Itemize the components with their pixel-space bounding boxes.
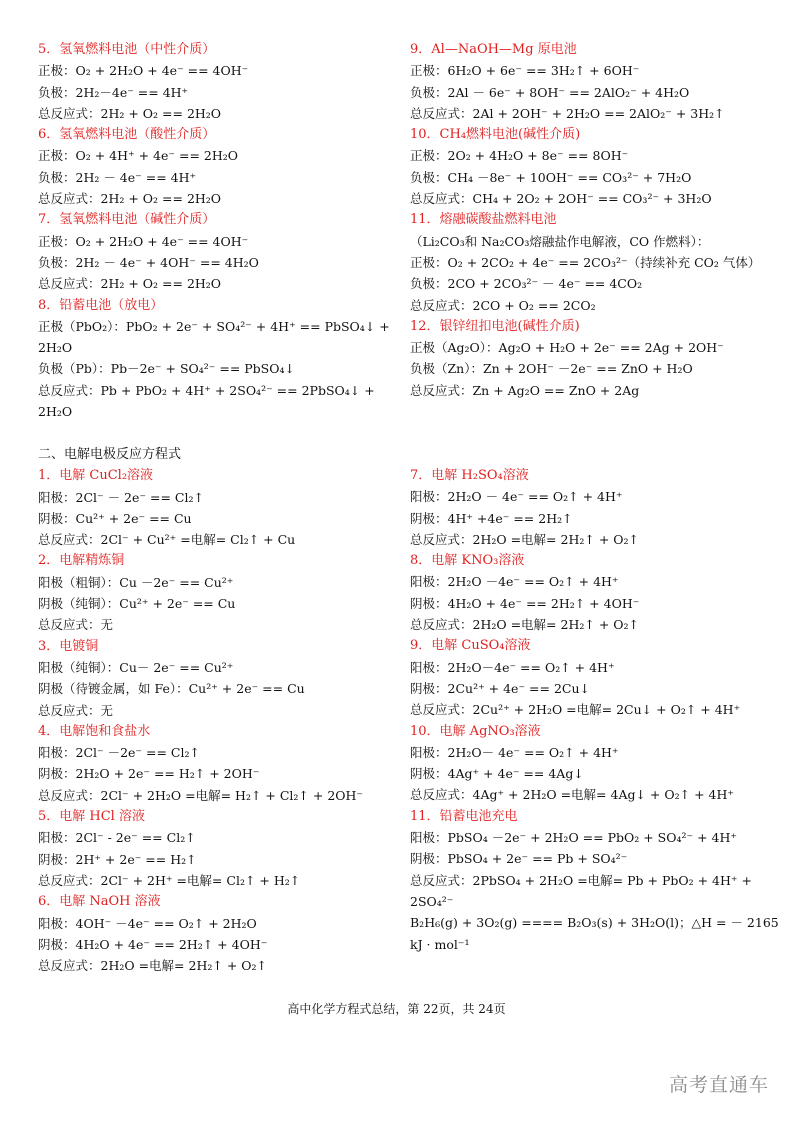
equation-line: 阳极：2Cl⁻ －2e⁻ == Cl₂↑ xyxy=(38,745,200,761)
equation-line: 负极：2CO + 2CO₃²⁻ － 4e⁻ == 4CO₂ xyxy=(410,276,643,292)
equation-line: 正极：6H₂O + 6e⁻ == 3H₂↑ + 6OH⁻ xyxy=(410,63,640,79)
equation-line: 阴极：2H₂O + 2e⁻ == H₂↑ + 2OH⁻ xyxy=(38,766,260,782)
equation-line: 阳极：PbSO₄ －2e⁻ + 2H₂O == PbO₂ + SO₄²⁻ + 4H⁺ xyxy=(410,830,737,846)
equation-line: 阳极：2H₂O－ 4e⁻ == O₂↑ + 4H⁺ xyxy=(410,744,619,760)
section-title: 8．电解 KNO₃溶液 xyxy=(410,553,525,569)
section-title: 11．熔融碳酸盐燃料电池 xyxy=(410,212,557,228)
section-title: 6．氢氧燃料电池（酸性介质） xyxy=(38,127,216,143)
equation-line: 阴极：4Ag⁺ + 4e⁻ == 4Ag↓ xyxy=(410,766,584,782)
equation-line: 正极：O₂ + 2H₂O + 4e⁻ == 4OH⁻ xyxy=(38,233,249,249)
equation-line: 总反应式：CH₄ + 2O₂ + 2OH⁻ == CO₃²⁻ + 3H₂O xyxy=(410,191,712,207)
equation-line: 阳极：2H₂O －4e⁻ == O₂↑ + 4H⁺ xyxy=(410,574,619,590)
right-column-electrolysis xyxy=(410,465,780,955)
equation-line: 总反应式：2H₂ + O₂ == 2H₂O xyxy=(38,105,222,121)
equation-line: 阴极：4H⁺ +4e⁻ == 2H₂↑ xyxy=(410,510,573,526)
equation-line: 总反应式：无 xyxy=(38,617,114,633)
equation-line: 总反应式：2Cu²⁺ + 2H₂O =电解= 2Cu↓ + O₂↑ + 4H⁺ xyxy=(410,702,741,718)
section-title: 1．电解 CuCl₂溶液 xyxy=(38,468,154,484)
equation-line: 阳极（粗铜）：Cu －2e⁻ == Cu²⁺ xyxy=(38,574,234,590)
equation-line: 正极（PbO₂）：PbO₂ + 2e⁻ + SO₄²⁻ + 4H⁺ == PbSO₄↓ + xyxy=(38,318,390,334)
section-title: 5．氢氧燃料电池（中性介质） xyxy=(38,42,216,57)
part-heading: 二、电解电极反应方程式 xyxy=(38,447,182,462)
watermark-text: 高考直通车 xyxy=(668,1074,769,1096)
equation-line: 总反应式：2Cl⁻ + Cu²⁺ =电解= Cl₂↑ + Cu xyxy=(38,532,296,548)
equation-line: 总反应式：2H₂O =电解= 2H₂↑ + O₂↑ xyxy=(410,617,639,633)
equation-line: 负极（Zn）：Zn + 2OH⁻ －2e⁻ == ZnO + H₂O xyxy=(410,361,693,377)
left-column-electrolysis xyxy=(38,444,408,976)
section-title: 3．电镀铜 xyxy=(38,638,99,654)
equation-line: 总反应式：2H₂O =电解= 2H₂↑ + O₂↑ xyxy=(38,958,267,974)
section-title: 10．CH₄燃料电池(碱性介质) xyxy=(410,127,581,143)
section-title: 12．银锌纽扣电池(碱性介质) xyxy=(410,318,580,334)
equation-line: 阳极：2Cl⁻ － 2e⁻ == Cl₂↑ xyxy=(38,489,204,505)
equation-line: 阴极：2H⁺ + 2e⁻ == H₂↑ xyxy=(38,851,197,867)
equation-line: 负极：2H₂－4e⁻ == 4H⁺ xyxy=(38,84,189,100)
equation-line: 总反应式：2H₂ + O₂ == 2H₂O xyxy=(38,276,222,292)
equation-line: 正极：O₂ + 4H⁺ + 4e⁻ == 2H₂O xyxy=(38,148,239,164)
equation-line: 阳极（纯铜）：Cu－ 2e⁻ == Cu²⁺ xyxy=(38,659,234,675)
equation-line: 总反应式：2PbSO₄ + 2H₂O =电解= Pb + PbO₂ + 4H⁺ + xyxy=(410,872,752,888)
equation-line: 阳极：2H₂O－4e⁻ == O₂↑ + 4H⁺ xyxy=(410,659,615,675)
equation-line: 总反应式：Zn + Ag₂O == ZnO + 2Ag xyxy=(410,382,640,398)
equation-line: 2SO₄²⁻ xyxy=(410,893,454,909)
equation-line: 阴极：4H₂O + 4e⁻ == 2H₂↑ + 4OH⁻ xyxy=(410,595,640,611)
equation-line: 总反应式：2CO + O₂ == 2CO₂ xyxy=(410,297,596,313)
equation-line: 负极（Pb）：Pb－2e⁻ + SO₄²⁻ == PbSO₄↓ xyxy=(38,361,295,377)
section-title: 9．电解 CuSO₄溶液 xyxy=(410,638,531,654)
section-title: 8．铅蓄电池（放电） xyxy=(38,297,164,313)
equation-line: 总反应式：Pb + PbO₂ + 4H⁺ + 2SO₄²⁻ == 2PbSO₄↓ + xyxy=(38,382,375,398)
equation-line: 阴极：PbSO₄ + 2e⁻ == Pb + SO₄²⁻ xyxy=(410,851,628,867)
equation-line: 负极：CH₄ －8e⁻ + 10OH⁻ == CO₃²⁻ + 7H₂O xyxy=(410,169,692,185)
equation-line: 总反应式：2Cl⁻ + 2H₂O =电解= H₂↑ + Cl₂↑ + 2OH⁻ xyxy=(38,787,364,803)
equation-line: 阴极：4H₂O + 4e⁻ == 2H₂↑ + 4OH⁻ xyxy=(38,936,268,952)
equation-line: 2H₂O xyxy=(38,404,73,420)
equation-line: 阴极：Cu²⁺ + 2e⁻ == Cu xyxy=(38,510,192,526)
equation-line: 2H₂O xyxy=(38,340,73,356)
equation-line: 总反应式：2H₂ + O₂ == 2H₂O xyxy=(38,191,222,207)
equation-line: 总反应式：2Cl⁻ + 2H⁺ =电解= Cl₂↑ + H₂↑ xyxy=(38,872,301,888)
equation-line: 阳极：2H₂O － 4e⁻ == O₂↑ + 4H⁺ xyxy=(410,489,623,505)
equation-line: 阴极（待镀金属，如 Fe）：Cu²⁺ + 2e⁻ == Cu xyxy=(38,681,305,697)
equation-line: 总反应式：4Ag⁺ + 2H₂O =电解= 4Ag↓ + O₂↑ + 4H⁺ xyxy=(410,787,734,803)
section-title: 7．电解 H₂SO₄溶液 xyxy=(410,468,529,483)
equation-line: 正极：O₂ + 2H₂O + 4e⁻ == 4OH⁻ xyxy=(38,63,249,79)
equation-line: 总反应式：无 xyxy=(38,702,114,718)
equation-line: 阳极：4OH⁻ －4e⁻ == O₂↑ + 2H₂O xyxy=(38,915,257,931)
equation-line: （Li₂CO₃和 Na₂CO₃熔融盐作电解液，CO 作燃料）： xyxy=(410,233,710,249)
equation-line: 阴极：2Cu²⁺ + 4e⁻ == 2Cu↓ xyxy=(410,680,590,696)
equation-line: 负极：2Al － 6e⁻ + 8OH⁻ == 2AlO₂⁻ + 4H₂O xyxy=(410,84,690,100)
equation-line: 正极：2O₂ + 4H₂O + 8e⁻ == 8OH⁻ xyxy=(410,148,629,164)
equation-line: 正极：O₂ + 2CO₂ + 4e⁻ == 2CO₃²⁻（持续补充 CO₂ 气体） xyxy=(410,254,761,270)
equation-line: 正极（Ag₂O）：Ag₂O + H₂O + 2e⁻ == 2Ag + 2OH⁻ xyxy=(410,340,724,356)
equation-line: B₂H₆(g) + 3O₂(g) ==== B₂O₃(s) + 3H₂O(l)；△H = － 2165 xyxy=(410,915,779,931)
section-title: 7．氢氧燃料电池（碱性介质） xyxy=(38,212,216,228)
equation-line: 总反应式：2H₂O =电解= 2H₂↑ + O₂↑ xyxy=(410,531,639,547)
equation-line: 总反应式：2Al + 2OH⁻ + 2H₂O == 2AlO₂⁻ + 3H₂↑ xyxy=(410,105,725,121)
section-title: 9．Al—NaOH—Mg 原电池 xyxy=(410,42,577,57)
section-title: 2．电解精炼铜 xyxy=(38,553,125,569)
section-title: 4．电解饱和食盐水 xyxy=(38,723,151,739)
section-title: 10．电解 AgNO₃溶液 xyxy=(410,723,541,739)
equation-line: kJ · mol⁻¹ xyxy=(410,936,470,952)
page-footer: 高中化学方程式总结，第 22页，共 24页 xyxy=(287,1002,506,1016)
equation-line: 负极：2H₂ － 4e⁻ + 4OH⁻ == 4H₂O xyxy=(38,254,259,270)
right-column-batteries xyxy=(410,39,780,401)
left-column-batteries xyxy=(38,39,408,422)
equation-line: 阴极（纯铜）：Cu²⁺ + 2e⁻ == Cu xyxy=(38,596,236,612)
section-title: 6．电解 NaOH 溶液 xyxy=(38,894,161,910)
equation-line: 阳极：2Cl⁻ - 2e⁻ == Cl₂↑ xyxy=(38,830,196,846)
section-title: 11．铅蓄电池充电 xyxy=(410,808,518,824)
section-title: 5．电解 HCl 溶液 xyxy=(38,809,145,825)
equation-line: 负极：2H₂ － 4e⁻ == 4H⁺ xyxy=(38,169,197,185)
